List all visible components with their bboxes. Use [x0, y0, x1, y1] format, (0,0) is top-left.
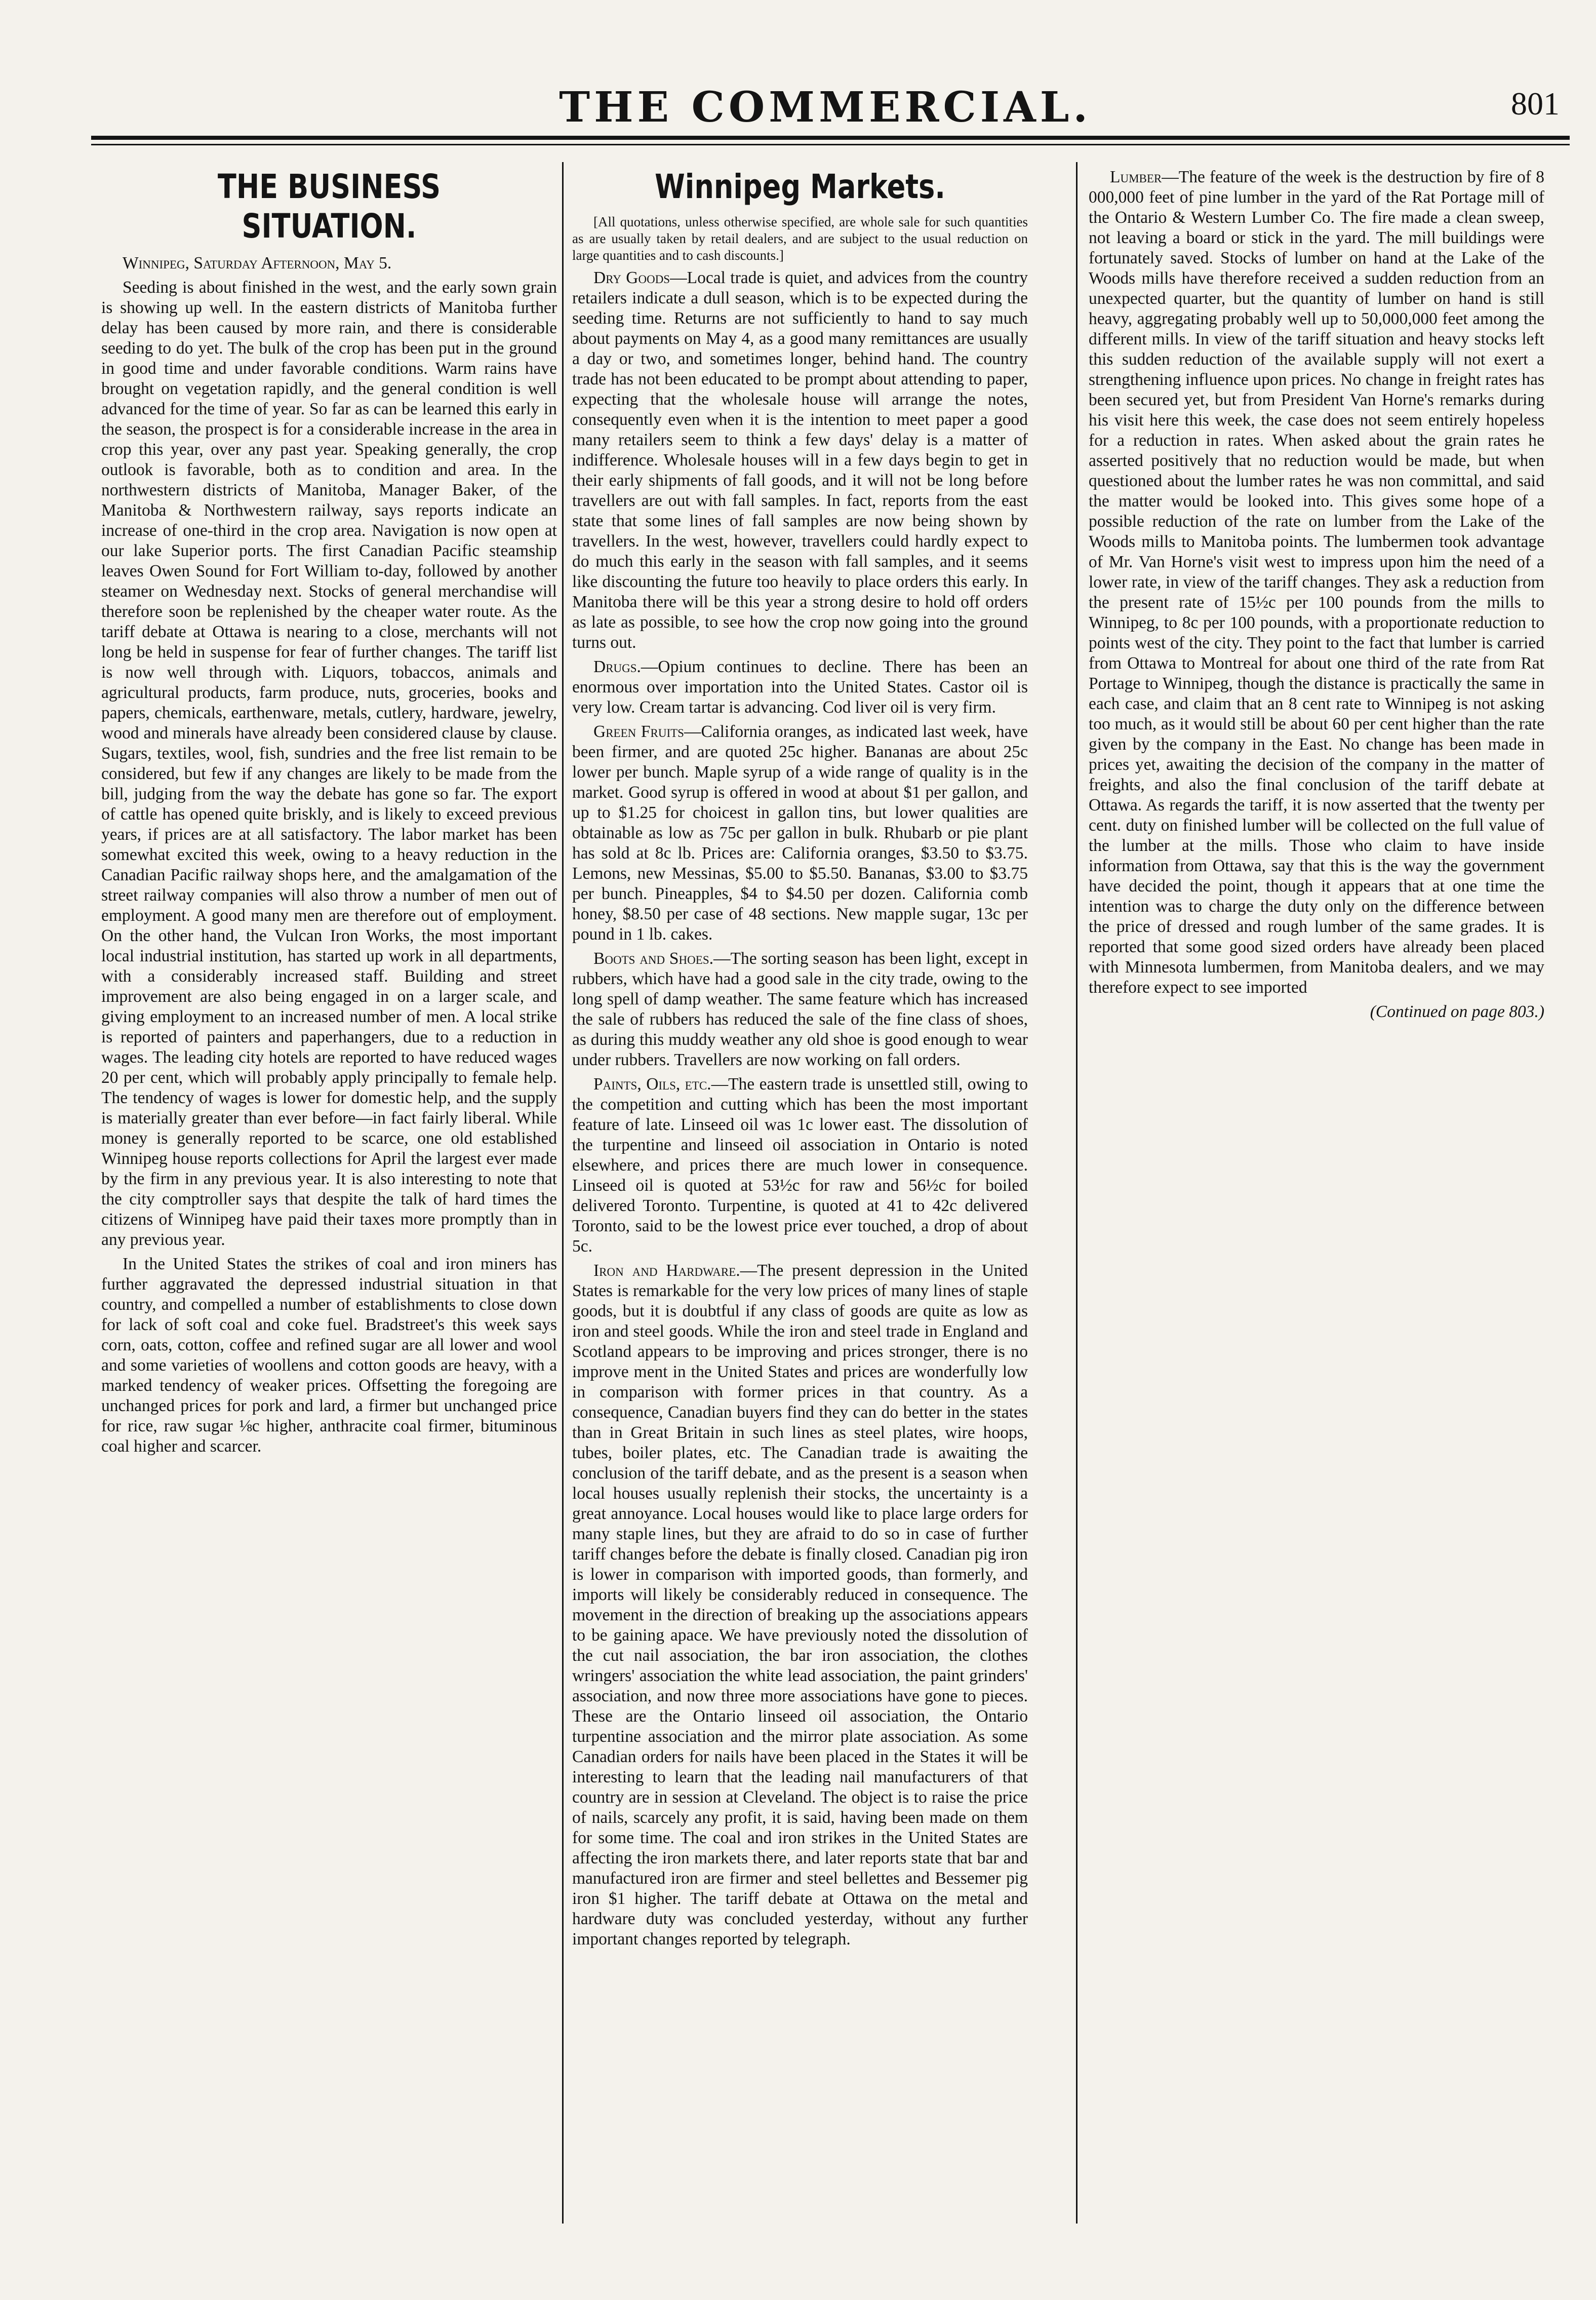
newspaper-title: THE COMMERCIAL. [559, 83, 1092, 132]
lumber-label: Lumber [1110, 168, 1162, 186]
drugs-label: Drugs [593, 657, 637, 676]
green-fruits-section [572, 722, 1028, 945]
iron-hardware-section [572, 1261, 1028, 1950]
green-fruits-text: —California oranges, as indicated last week, have been firmer, and are quoted 25c higher. Bananas are about 25c lower per bunch. Maple syrup of a wide range of quality is in the market. Good syrup is offered in wood at about $1 per gallon, and up to $1.25 for choicest in gallon tins, but lower qualities are obtainable as low as 75c per gallon in bulk. Rhubarb or pie plant has sold at 8c lb. Prices are: California oranges, $3.50 to $3.75. Lemons, new Messinas, $5.00 to $5.50. Bananas, $3.00 to $3.75 per bunch. Pineapples, $4 to $4.50 per dozen. California comb honey, $8.50 per case of 48 sections. New mapple sugar, 13c per pound in 1 lb. cakes. [572, 722, 1028, 944]
header-rule-thick [91, 136, 1570, 140]
business-paragraph-1: Seeding is about finished in the west, and the early sown grain is showing up well. In the eastern districts of Manitoba further delay has been caused by more rain, and there is considerable seeding to do yet. The bulk of the crop has been put in the ground in good time and under favorable conditions. Warm rains have brought on vegetation rapidly, and the general condition is well advanced for the time of year. So far as can be learned this early in the season, the prospect is for a considerable increase in the area in crop this year, over any past year. Speaking generally, the crop outlook is favorable, both as to condition and area. In the northwestern districts of Manitoba, Manager Baker, of the Manitoba & Northwestern railway, says reports indicate an increase of one-third in the crop area. Navigation is now open at our lake Superior ports. The first Canadian Pacific steamship leaves Owen Sound for Fort William to-day, followed by another steamer on Wednesday next. Stocks of general merchandise will therefore soon be replenished by the cheaper water route. As the tariff debate at Ottawa is nearing to a close, merchants will not long be held in suspense for fear of further changes. The tariff list is now well through with. Liquors, tobaccos, animals and agricultural products, farm produce, nuts, groceries, books and papers, chemicals, earthenware, metals, cutlery, hardware, jewelry, wood and minerals have already been considered clause by clause. Sugars, textiles, wool, fish, sundries and the free list remain to be considered, but few if any changes are likely to be made from the bill, judging from the way the debate has gone so far. The export of cattle has opened quite briskly, and is likely to exceed previous years, if prices are at all satisfactory. The labor market has been somewhat excited this week, owing to a heavy reduction in the Canadian Pacific railway shops here, and the amalgamation of the street railway companies will also throw a number of men out of employment. A good many men are therefore out of employment. On the other hand, the Vulcan Iron Works, the most important local industrial institution, has started up work in all departments, with a considerably increased staff. Building and street improvement are also being engaged in on a larger scale, and giving employment to an increased number of men. A local strike is reported of painters and paperhangers, due to a reduction in wages. The leading city hotels are reported to have reduced wages 20 per cent, which will probably apply principally to female help. The tendency of wages is lower for domestic help, and the supply is materially greater than ever before—in fact fairly liberal. While money is generally reported to be scarce, one old established Winnipeg house reports collections for April the largest ever made by the firm in any previous year. It is also interesting to note that the city comptroller says that despite the talk of hard times the citizens of Winnipeg have paid their taxes more promptly than in any previous year. [101, 278, 557, 1249]
column-2 [572, 167, 1028, 2218]
paints-oils-section [572, 1074, 1028, 1257]
paints-oils-label: Paints, Oils, etc. [593, 1075, 711, 1094]
dry-goods-text: —Local trade is quiet, and advices from the country retailers indicate a dull season, which is to be expected during the seeding time. Returns are not sufficiently to hand to say much about payments on May 4, as a good many remittances are usually a day or two, and sometimes longer, behind hand. The country trade has not been educated to be prompt about attending to paper, expecting that the wholesale house will arrange the notes, consequently even when it is the intention to meet paper a good many retailers seem to think a few days' delay is a matter of indifference. Wholesale houses will in a few days begin to get in their early shipments of fall goods, and it will not be long before travellers are out with fall samples. In fact, reports from the east state that some lines of fall samples are now being shown by travellers. In the west, however, travellers could hardly expect to do much this early in the season with fall samples, and it seems like discounting the future too heavily to place orders this early. In Manitoba there will be this year a strong desire to hold off orders as late as possible, to see how the crop now going into the ground turns out. [572, 268, 1028, 652]
dry-goods-label: Dry Goods [593, 268, 670, 287]
dateline: Winnipeg, Saturday Afternoon, May 5. [123, 254, 392, 272]
business-situation-heading: THE BUSINESS SITUATION. [217, 167, 441, 246]
dry-goods-section [572, 268, 1028, 653]
masthead [91, 76, 1560, 137]
column-3 [1089, 167, 1544, 2218]
business-paragraph-2: In the United States the strikes of coal and iron miners has further aggravated the depressed industrial situation in that country, and compelled a number of establishments to close down for lack of soft coal and coke fuel. Bradstreet's this week says corn, oats, cotton, coffee and refined sugar are all lower and wool and some varieties of woollens and cotton goods are heavy, with a marked tendency of weaker prices. Offsetting the foregoing are unchanged prices for pork and lard, a firmer but unchanged price for rice, raw sugar ⅛c higher, anthracite coal firmer, bituminous coal higher and scarcer. [101, 1255, 557, 1456]
column-divider-1 [562, 162, 564, 2224]
drugs-text: .—Opium continues to decline. There has been an enormous over importation into the United States. Castor oil is very low. Cream tartar is advancing. Cod liver oil is very firm. [572, 657, 1028, 717]
lumber-text: —The feature of the week is the destruction by fire of 8 000,000 feet of pine lumber in the yard of the Rat Portage mill of the Ontario & Western Lumber Co. The fire made a clean sweep, not leaving a board or stick in the yard. The mill buildings were fortunately saved. Stocks of lumber on hand at the Lake of the Woods mills have therefore received a sudden reduction from an unexpected quarter, but the quantity of lumber on hand is still heavy, aggregating probably well up to 50,000,000 feet among the different mills. In view of the tariff situation and heavy stocks left this sudden reduction of the available supply will not exert a strengthening influence upon prices. No change in freight rates has been secured yet, but from President Van Horne's remarks during his visit here this week, the case does not seem entirely hopeless for a reduction in rates. When asked about the grain rates he asserted positively that no reduction would be made, but when questioned about the lumber rates he was non committal, and said the matter would be looked into. This gives some hope of a possible reduction of the rate on lumber from the Lake of the Woods mills to Manitoba points. The lumbermen took advantage of Mr. Van Horne's visit west to impress upon him the need of a lower rate, in view of the tariff changes. They ask a reduction from the present rate of 15½c per 100 pounds from the mills to Winnipeg, to 8c per 100 pounds, with a proportionate reduction to points west of the city. They point to the fact that lumber is carried from Ottawa to Montreal for about one third of the rate from Rat Portage to Winnipeg, though the distance is practically the same in each case, and claim that an 8 cent rate to Winnipeg is not asking too much, as it would still be about 60 per cent higher than the rate given by the company in the East. No change has been made in prices yet, awaiting the decision of the company in the matter of freights, and also the final conclusion of the tariff debate at Ottawa. As regards the tariff, it is now asserted that the twenty per cent. duty on finished lumber will be collected on the full value of the lumber at the mills. Those who claim to have inside information from Ottawa, say that this is the way the government have decided the point, though it appears that at one time the intention was to charge the duty only on the difference between the price of dressed and rough lumber of the same grades. It is reported that some good sized orders have already been placed with Minnesota lumbermen, from Manitoba dealers, and we may therefore expect to see imported [1089, 168, 1544, 997]
winnipeg-markets-heading: Winnipeg Markets. [655, 167, 945, 206]
green-fruits-label: Green Fruits [593, 722, 684, 741]
lumber-section [1089, 167, 1544, 998]
page-number: 801 [1511, 86, 1560, 122]
iron-hardware-label: Iron and Hardware. [593, 1261, 740, 1280]
iron-hardware-text: —The present depression in the United States is remarkable for the very low prices of many lines of staple goods, but it is doubtful if any class of goods are quite as low as iron and steel goods. While the iron and steel trade in England and Scotland appears to be improving and prices stronger, there is no improve ment in the United States and prices are wonderfully low in comparison with former prices in that country. As a consequence, Canadian buyers find they can do better in the states than in Great Britain in such lines as steel plates, wire hoops, tubes, boiler plates, etc. The Canadian trade is awaiting the conclusion of the tariff debate, and as the present is a season when local houses usually replenish their stocks, the uncertainty is a great annoyance. Local houses would like to place large orders for many staple lines, but they are afraid to do so in case of further tariff changes before the debate is finally closed. Canadian pig iron is lower in comparison with imported goods, than formerly, and imports will likely be considerably reduced in consequence. The movement in the direction of breaking up the associations appears to be gaining apace. We have previously noted the dissolution of the cut nail association, the bar iron association, the clothes wringers' association the white lead association, the paint grinders' association, and now three more associations have gone to pieces. These are the Ontario linseed oil association, the Ontario turpentine association and the mirror plate association. As some Canadian orders for nails have been placed in the States it will be interesting to learn that the leading nail manufacturers of that country are in session at Cleveland. The object is to raise the price of nails, scarcely any profit, it is said, having been made on them for some time. The coal and iron strikes in the United States are affecting the iron markets there, and later reports state that bar and manufactured iron are firmer and steel bellettes and Bessemer pig iron $1 higher. The tariff debate at Ottawa on the metal and hardware duty was concluded yesterday, without any further important changes reported by telegraph. [572, 1261, 1028, 1948]
boots-shoes-label: Boots and Shoes [593, 949, 709, 968]
column-divider-2 [1076, 162, 1078, 2224]
boots-shoes-section [572, 949, 1028, 1070]
quotations-note: [All quotations, unless otherwise specified, are whole sale for such quantities as are usually taken by retail dealers, and are subject to the usual reduction on large quantities and to cash discounts.] [572, 214, 1028, 263]
header-rule-thin [91, 144, 1570, 145]
column-1 [101, 167, 557, 2218]
boots-shoes-text: .—The sorting season has been light, except in rubbers, which have had a good sale in the city trade, owing to the long spell of damp weather. The same feature which has increased the sale of rubbers has reduced the sale of the fine class of shoes, as during this muddy weather any old shoe is good enough to wear under rubbers. Travellers are now working on fall orders. [572, 949, 1028, 1069]
continued-note: (Continued on page 803.) [1370, 1002, 1544, 1021]
paints-oils-text: —The eastern trade is unsettled still, owing to the competition and cutting which has been the most important feature of late. Linseed oil was 1c lower east. The dissolution of the turpentine and linseed oil association in Ontario is noted elsewhere, and prices there are much lower in consequence. Linseed oil is quoted at 53½c for raw and 56½c for boiled delivered Toronto. Turpentine, is quoted at 41 to 42c delivered Toronto, said to be the lowest price ever touched, a drop of about 5c. [572, 1075, 1028, 1256]
drugs-section [572, 657, 1028, 718]
